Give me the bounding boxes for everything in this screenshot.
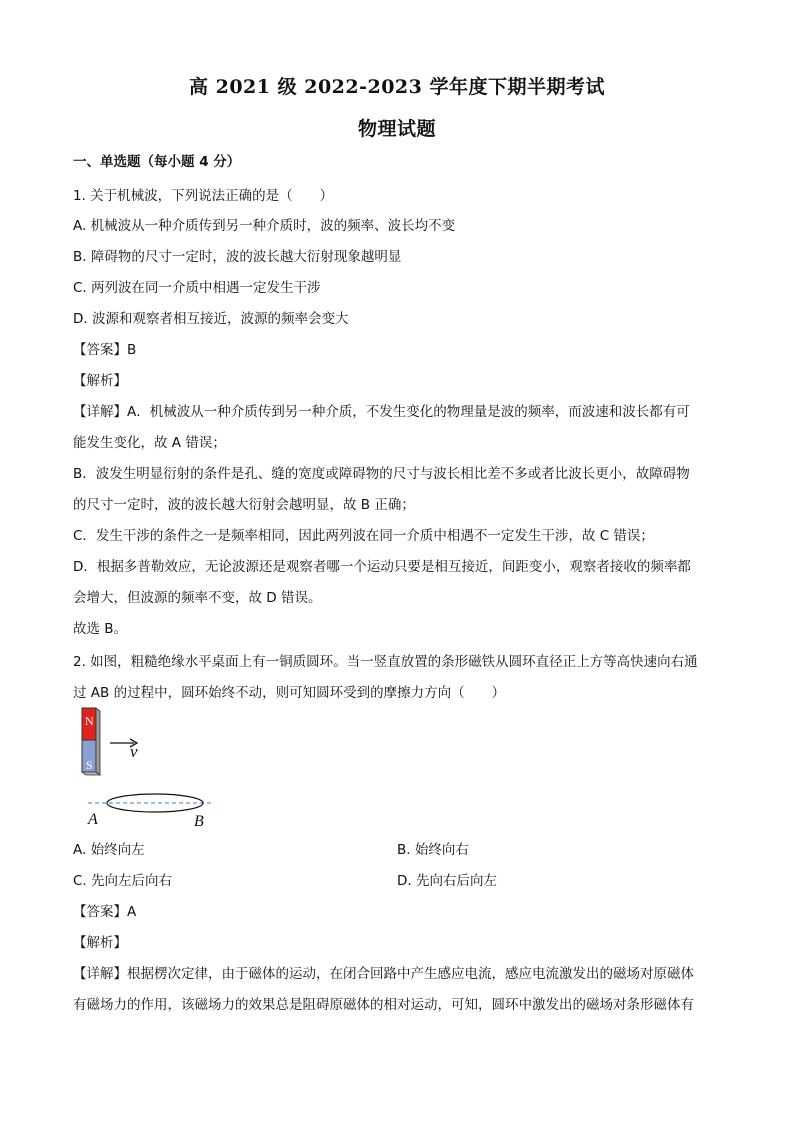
question-2-detail-line: 有磁场力的作用，该磁场力的效果总是阻碍原磁体的相对运动，可知，圆环中激发出的磁场对条形磁体有	[73, 997, 694, 1013]
question-2-option-d: D. 先向右后向左	[397, 873, 497, 889]
exam-title: 高 2021 级 2022-2023 学年度下期半期考试	[189, 76, 605, 98]
question-1-option-d: D. 波源和观察者相互接近，波源的频率会变大	[73, 311, 349, 327]
question-2-option-b: B. 始终向右	[397, 842, 469, 858]
question-2-detail-line: 【详解】根据楞次定律，由于磁体的运动，在闭合回路中产生感应电流，感应电流激发出的磁场对原磁体	[73, 966, 694, 982]
question-1-option-c: C. 两列波在同一介质中相遇一定发生干涉	[73, 280, 321, 296]
point-a-label: A	[88, 811, 98, 828]
question-1-detail-line: D．根据多普勒效应，无论波源还是观察者哪一个运动只要是相互接近，间距变小，观察者接收的频率都	[73, 559, 691, 575]
velocity-label: v	[130, 742, 138, 761]
magnet-ring-figure	[70, 700, 230, 830]
question-1-detail-line: B．波发生明显衍射的条件是孔、缝的宽度或障碍物的尺寸与波长相比差不多或者比波长更小，故障碍物	[73, 466, 690, 482]
point-b-label: B	[194, 813, 204, 830]
exam-subtitle: 物理试题	[357, 118, 436, 140]
magnet-side-shade	[96, 708, 100, 775]
question-2-option-a: A. 始终向左	[73, 842, 145, 858]
question-1-detail-line: 能发生变化，故 A 错误；	[73, 435, 226, 451]
question-2-answer: 【答案】A	[73, 904, 137, 920]
question-1-conclusion: 故选 B。	[73, 621, 128, 637]
question-1-stem: 1. 关于机械波，下列说法正确的是（ ）	[73, 188, 334, 204]
question-1-analysis-label: 【解析】	[73, 373, 127, 389]
question-1-option-b: B. 障碍物的尺寸一定时，波的波长越大衍射现象越明显	[73, 249, 402, 265]
question-1-detail-line: 【详解】A．机械波从一种介质传到另一种介质，不发生变化的物理量是波的频率，而波速和波长都有可	[73, 404, 690, 420]
question-2-stem-line: 过 AB 的过程中，圆环始终不动，则可知圆环受到的摩擦力方向（ ）	[73, 685, 506, 701]
question-1-detail-line: 的尺寸一定时，波的波长越大衍射会越明显，故 B 正确；	[73, 497, 415, 513]
section-heading: 一、单选题（每小题 4 分）	[73, 154, 241, 170]
question-2-analysis-label: 【解析】	[73, 935, 127, 951]
north-label: N	[85, 714, 94, 728]
south-label: S	[86, 758, 93, 772]
question-1-detail-line: 会增大，但波源的频率不变，故 D 错误。	[73, 590, 322, 606]
question-2-stem-line: 2. 如图，粗糙绝缘水平桌面上有一铜质圆环。当一竖直放置的条形磁铁从圆环直径正上方等高快速向右通	[73, 654, 698, 670]
question-1-detail-line: C．发生干涉的条件之一是频率相同，因此两列波在同一介质中相遇不一定发生干涉，故 C 错误；	[73, 528, 654, 544]
question-1-answer: 【答案】B	[73, 342, 137, 358]
question-2-option-c: C. 先向左后向右	[73, 873, 173, 889]
question-1-option-a: A. 机械波从一种介质传到另一种介质时，波的频率、波长均不变	[73, 218, 456, 234]
